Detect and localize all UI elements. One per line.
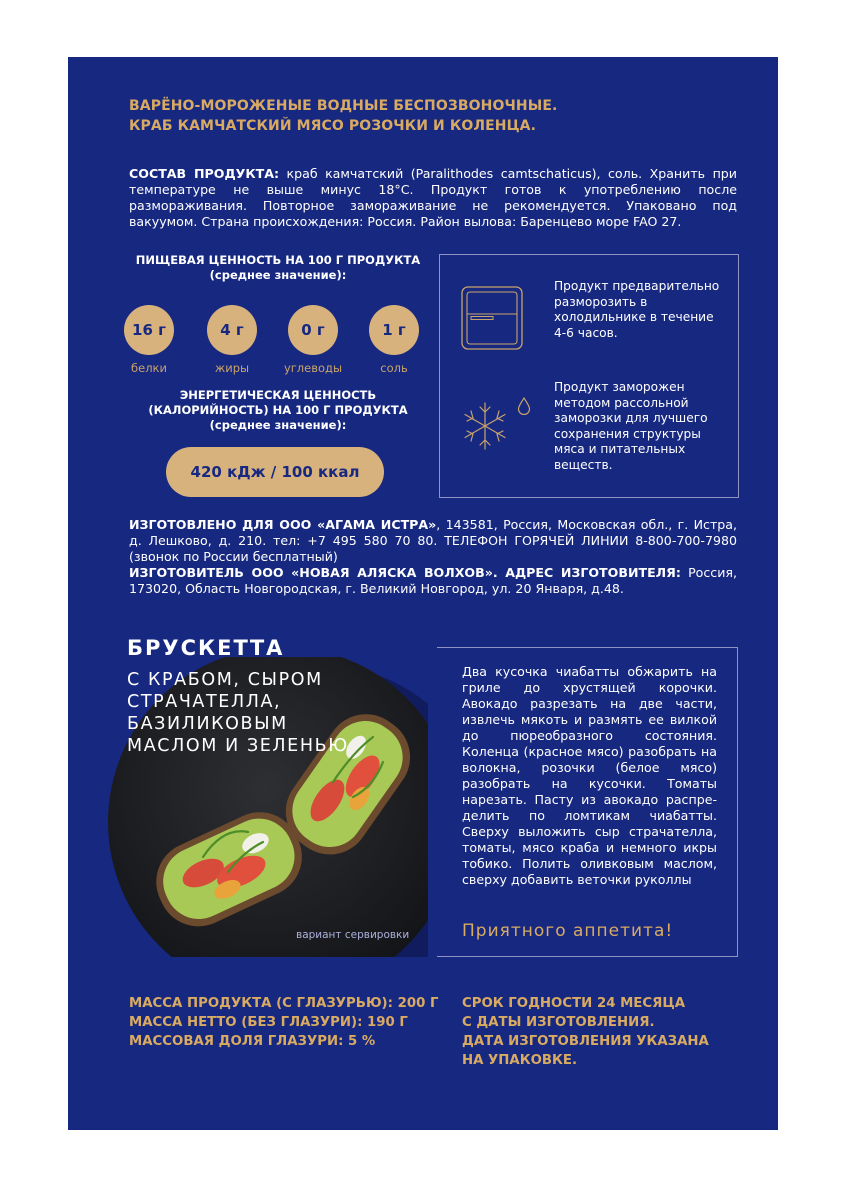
- fridge-text: Продукт предварительно разморозить в холодильнике в течение 4-6 часов.: [554, 279, 720, 340]
- made-for-label: ИЗГОТОВЛЕНО ДЛЯ ООО «АГАМА ИСТРА»: [129, 517, 437, 532]
- salt-label: соль: [380, 361, 408, 375]
- mass-line2: МАССА НЕТТО (БЕЗ ГЛАЗУРИ): 190 Г: [129, 1015, 408, 1030]
- fat-circle: 4 г: [207, 305, 257, 355]
- carbs-label: углеводы: [283, 361, 343, 375]
- recipe-subtitle-line1: С КРАБОМ, СЫРОМ: [127, 670, 323, 690]
- protein-label: белки: [131, 361, 167, 375]
- nutrition-title: [108, 253, 448, 283]
- bon-appetit: Приятного аппетита!: [462, 921, 674, 941]
- composition-label: СОСТАВ ПРОДУКТА:: [129, 166, 280, 181]
- manufacturer-text: Россия, 173020, Область Новгородская, г. Великий Новгород, ул. 20 Января, д.48.: [129, 565, 737, 596]
- mass-info: [129, 994, 438, 1051]
- energy-value: 420 кДж / 100 ккал: [166, 447, 384, 497]
- recipe-subtitle-line2: СТРАЧАТЕЛЛА,: [127, 692, 282, 712]
- drop-icon: [517, 397, 531, 415]
- fridge-icon: [461, 286, 523, 350]
- mass-line3: МАССОВАЯ ДОЛЯ ГЛАЗУРИ: 5 %: [129, 1034, 376, 1049]
- manufacturer-label: ИЗГОТОВИТЕЛЬ ООО «НОВАЯ АЛЯСКА ВОЛХОВ». АДРЕС ИЗГОТОВИТЕЛЯ:: [129, 565, 681, 580]
- storage-info-box: [439, 254, 739, 498]
- fat-label: жиры: [214, 361, 250, 375]
- recipe-subtitle-line3: БАЗИЛИКОВЫМ: [127, 714, 288, 734]
- made-for-text: , 143581, Россия, Московская обл., г. Истра, д. Лешково, д. 210. тел: +7 495 580 70 80. ТЕЛЕФОН ГОРЯЧЕЙ ЛИНИИ 8-800-700-7980 (звонок по России бесплатный): [129, 517, 737, 564]
- energy-title-line1: ЭНЕРГЕТИЧЕСКАЯ ЦЕННОСТЬ: [179, 388, 377, 402]
- shelf-line3: ДАТА ИЗГОТОВЛЕНИЯ УКАЗАНА: [462, 1034, 709, 1049]
- product-title-line1: ВАРЁНО-МОРОЖЕНЫЕ ВОДНЫЕ БЕСПОЗВОНОЧНЫЕ.: [129, 98, 558, 114]
- mass-line1: МАССА ПРОДУКТА (С ГЛАЗУРЬЮ): 200 Г: [129, 996, 439, 1011]
- serving-note: вариант сервировки: [296, 929, 410, 941]
- recipe-subtitle-line4: МАСЛОМ И ЗЕЛЕНЬЮ: [127, 736, 349, 756]
- energy-title-line3: (среднее значение):: [209, 418, 347, 432]
- recipe-subtitle: [127, 669, 349, 757]
- product-title: [129, 96, 557, 136]
- snowflake-icon: [462, 398, 508, 454]
- recipe-text: Два кусочка чиабатты обжарить на гриле до хрустящей корочки. Авокадо разрезать на две части, извлечь мякоть и размять ее вилкой до пюреобразного состояния. Коленца (красное мясо) разобрать на волокна, розочки (белое мясо) разобрать на кусочки. Томаты нарезать. Пасту из авокадо распре-делить по ломтикам чиабатты. Сверху выложить сыр страчателла, томаты, мясо краба и немного икры тобико. Полить оливковым маслом, сверху добавить веточки руколлы: [462, 664, 717, 887]
- shelf-line2: С ДАТЫ ИЗГОТОВЛЕНИЯ.: [462, 1015, 655, 1030]
- protein-circle: 16 г: [124, 305, 174, 355]
- nutrition-title-line1: ПИЩЕВАЯ ЦЕННОСТЬ НА 100 Г ПРОДУКТА: [135, 253, 421, 267]
- nutrition-title-line2: (среднее значение):: [209, 268, 347, 282]
- product-title-line2: КРАБ КАМЧАТСКИЙ МЯСО РОЗОЧКИ И КОЛЕНЦА.: [129, 118, 537, 134]
- shelf-line4: НА УПАКОВКЕ.: [462, 1053, 578, 1068]
- energy-title-line2: (КАЛОРИЙНОСТЬ) НА 100 Г ПРОДУКТА: [148, 403, 408, 417]
- freeze-text: Продукт заморожен методом рассольной заморозки для лучшего сохранения структуры мяса и питательных веществ.: [554, 380, 708, 472]
- shelf-line1: СРОК ГОДНОСТИ 24 МЕСЯЦА: [462, 996, 686, 1011]
- label-panel: [68, 57, 778, 1130]
- carbs-circle: 0 г: [288, 305, 338, 355]
- shelf-life-info: [462, 994, 709, 1070]
- composition: [129, 166, 737, 230]
- salt-circle: 1 г: [369, 305, 419, 355]
- composition-text: краб камчатский (Paralithodes camtschaticus), соль. Хранить при температуре не выше минус 18°С. Продукт готов к употреблению после размораживания. Повторное замораживание не рекомендуется. Упаковано под вакуумом. Страна происхождения: Россия. Район вылова: Баренцево море FAO 27.: [129, 166, 737, 229]
- manufacturer-info: [129, 517, 737, 597]
- recipe-title: БРУСКЕТТА: [127, 636, 285, 660]
- energy-title: [108, 388, 448, 433]
